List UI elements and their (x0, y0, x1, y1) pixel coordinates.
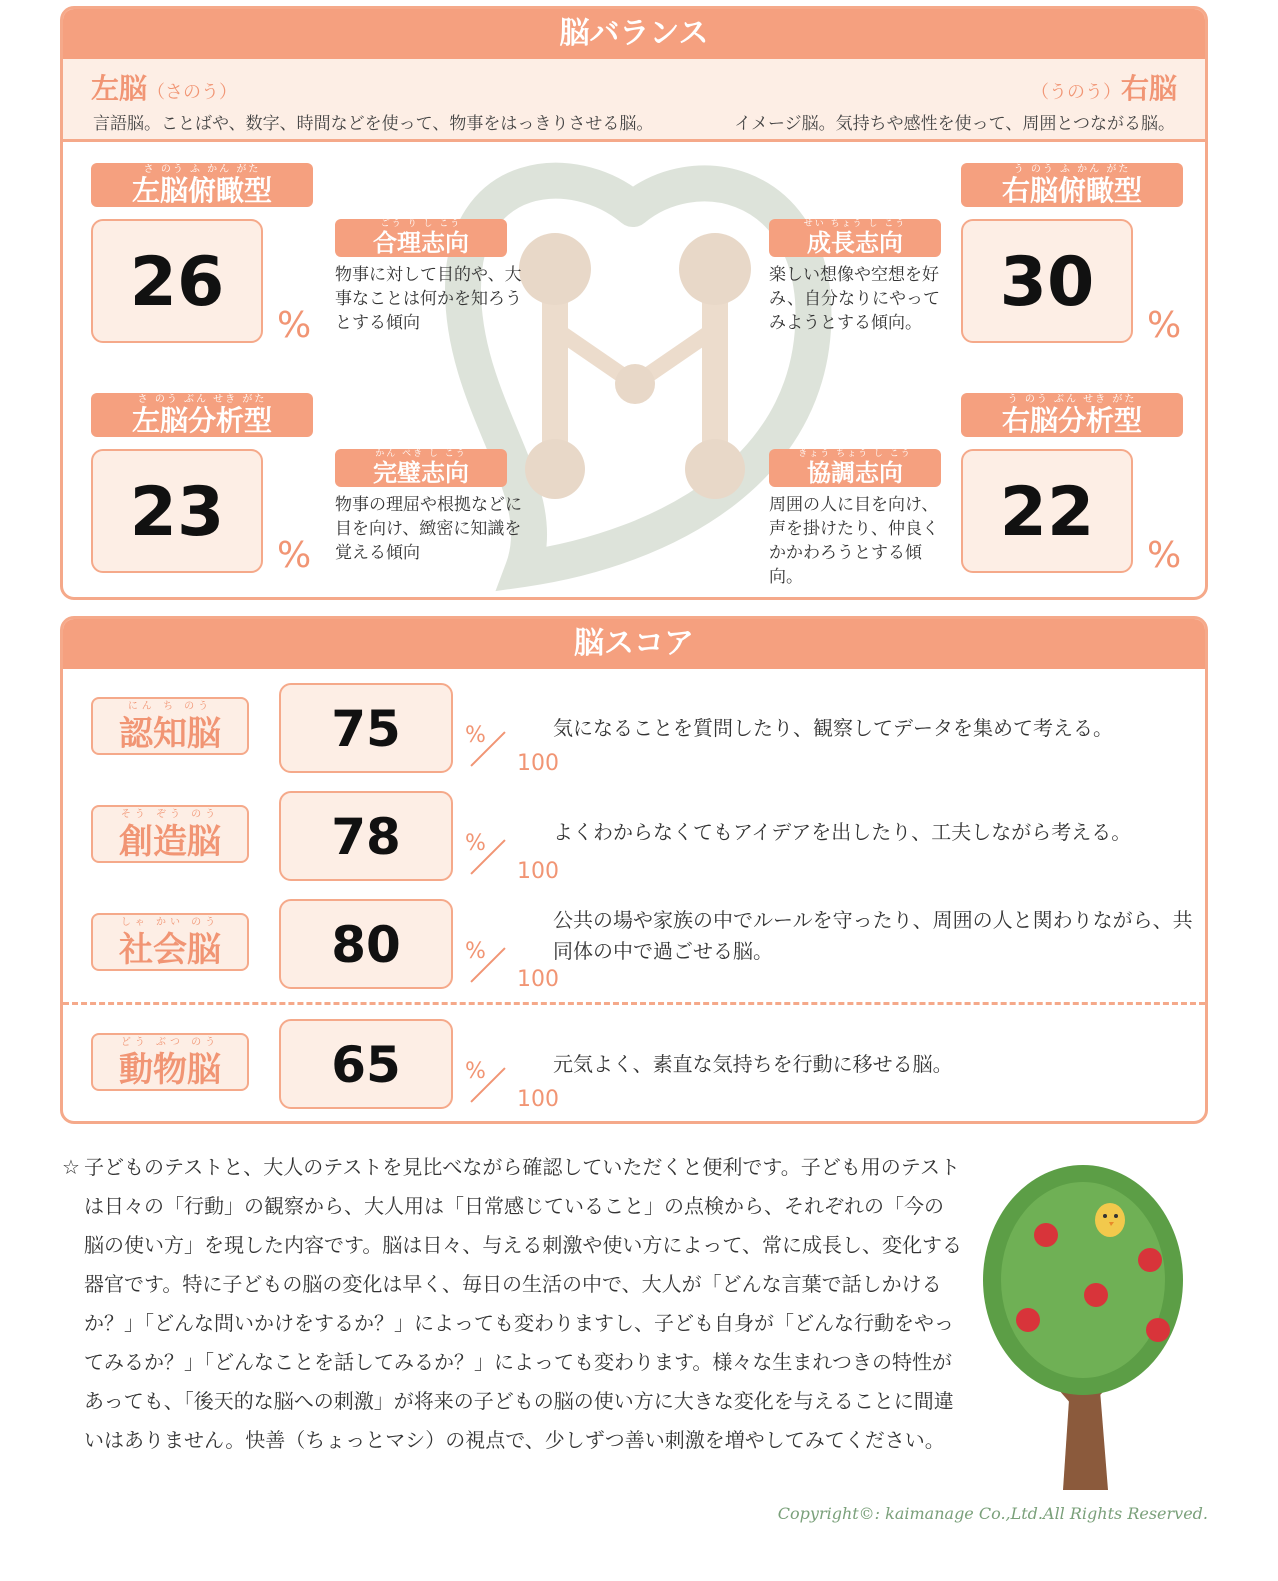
type-label: 左脳分析型 (131, 404, 272, 437)
type-tag-right-analysis (961, 393, 1183, 437)
type-value-left-overview: 26 (91, 219, 263, 343)
score-tag-creative (91, 805, 249, 863)
note-paragraph (62, 1148, 962, 1460)
orientation-desc-cooperation: 周囲の人に目を向け、声を掛けたり、仲良くかかわろうとする傾向。 (769, 495, 939, 587)
type-value-left-analysis: 23 (91, 449, 263, 573)
score-tag-social (91, 913, 249, 971)
brain-balance-panel (60, 6, 1208, 600)
unit-denominator: 100 (517, 1087, 559, 1112)
orientation-ruby: かん ぺき し こう (375, 449, 467, 459)
score-unit (465, 939, 559, 992)
orientation-tag-perfection (335, 449, 507, 487)
unit-pct: % (465, 831, 486, 856)
orientation-label: 合理志向 (373, 229, 469, 257)
divider-dashed (63, 1002, 1205, 1005)
left-brain-name: 左脳 (91, 72, 148, 105)
type-unit: % (1147, 305, 1182, 346)
brain-balance-header (63, 59, 1205, 142)
type-label: 左脳俯瞰型 (131, 174, 272, 207)
score-value-animal: 65 (279, 1019, 453, 1109)
type-ruby: さ のう ぶん せき がた (137, 394, 267, 405)
type-unit: % (1147, 535, 1182, 576)
apple-tree-illustration (978, 1160, 1188, 1490)
orientation-desc-rational: 物事に対して目的や、大事なことは何かを知ろうとする傾向 (335, 265, 522, 333)
orientation-desc-perfection: 物事の理屈や根拠などに目を向け、緻密に知識を覚える傾向 (335, 495, 522, 563)
orientation-desc-growth: 楽しい想像や空想を好み、自分なりにやってみようとする傾向。 (769, 265, 941, 333)
left-brain-reading: （さのう） (147, 82, 238, 103)
type-ruby: さ のう ふ かん がた (143, 164, 261, 175)
type-ruby: う のう ぶん せき がた (1007, 394, 1137, 405)
type-tag-left-overview (91, 163, 313, 207)
score-desc-social: 公共の場や家族の中でルールを守ったり、周囲の人と関わりながら、共同体の中で過ごせる脳。 (553, 908, 1193, 963)
score-ruby: そう ぞう のう (120, 809, 220, 820)
type-value-right-analysis: 22 (961, 449, 1133, 573)
unit-denominator: 100 (517, 751, 559, 776)
orientation-tag-growth (769, 219, 941, 257)
score-ruby: しゃ かい のう (120, 917, 220, 928)
type-ruby: う のう ふ かん がた (1013, 164, 1131, 175)
brain-score-title: 脳スコア (63, 619, 1205, 669)
orientation-ruby: せい ちょう し こう (803, 219, 907, 229)
unit-pct: % (465, 1059, 486, 1084)
orientation-ruby: きょう ちょう し こう (798, 449, 912, 459)
unit-pct: % (465, 939, 486, 964)
orientation-tag-cooperation (769, 449, 941, 487)
orientation-label: 成長志向 (807, 229, 903, 257)
score-desc-cognitive: 気になることを質問したり、観察してデータを集めて考える。 (553, 716, 1113, 740)
type-unit: % (277, 535, 312, 576)
orientation-label: 協調志向 (807, 459, 903, 487)
score-ruby: にん ち のう (127, 701, 213, 712)
score-value-cognitive: 75 (279, 683, 453, 773)
score-label: 動物脳 (119, 1050, 221, 1090)
score-tag-animal (91, 1033, 249, 1091)
type-tag-left-analysis (91, 393, 313, 437)
unit-denominator: 100 (517, 967, 559, 992)
unit-denominator: 100 (517, 859, 559, 884)
right-brain-desc: イメージ脳。気持ちや感性を使って、周囲とつながる脳。 (734, 114, 1175, 134)
star-icon: ☆ (62, 1155, 80, 1179)
score-desc-animal: 元気よく、素直な気持ちを行動に移せる脳。 (553, 1052, 953, 1076)
score-desc-creative: よくわからなくてもアイデアを出したり、工夫しながら考える。 (553, 820, 1132, 844)
brain-balance-title: 脳バランス (63, 9, 1205, 59)
score-label: 認知脳 (119, 714, 221, 754)
score-unit (465, 1059, 559, 1112)
type-tag-right-overview (961, 163, 1183, 207)
score-label: 社会脳 (119, 930, 221, 970)
left-brain-desc: 言語脳。ことばや、数字、時間などを使って、物事をはっきりさせる脳。 (93, 114, 654, 134)
orientation-label: 完璧志向 (373, 459, 469, 487)
type-label: 右脳俯瞰型 (1001, 174, 1142, 207)
score-value-social: 80 (279, 899, 453, 989)
copyright-text: Copyright©: kaimanage Co.,Ltd.All Rights Reserved. (777, 1504, 1208, 1523)
left-brain-heading (91, 67, 237, 107)
score-unit (465, 723, 559, 776)
score-tag-cognitive (91, 697, 249, 755)
orientation-ruby: ごう り し こう (380, 219, 462, 229)
orientation-tag-rational (335, 219, 507, 257)
score-value-creative: 78 (279, 791, 453, 881)
type-value-right-overview: 30 (961, 219, 1133, 343)
right-brain-name: 右脳 (1120, 72, 1177, 105)
note-text: 子どものテストと、大人のテストを見比べながら確認していただくと便利です。子ども用のテストは日々の「行動」の観察から、大人用は「日常感じていること」の点検から、それぞれの「今の脳の使い方」を現した内容です。脳は日々、与える刺激や使い方によって、常に成長し、変化する器官です。特に子どもの脳の変化は早く、毎日の生活の中で、大人が「どんな言葉で話しかけるか？」「どんな問いかけをするか？」によっても変わりますし、子ども自身が「どんな行動をやってみるか？」「どんなことを話してみるか？」によっても変わります。様々な生まれつきの特性があっても、「後天的な脳への刺激」が将来の子どもの脳の使い方に大きな変化を与えることに間違いはありません。快善（ちょっとマシ）の視点で、少しずつ善い刺激を増やしてみてください。 (84, 1155, 962, 1452)
score-label: 創造脳 (119, 822, 221, 862)
right-brain-reading: （うのう） (1030, 82, 1121, 103)
right-brain-heading (1031, 67, 1177, 107)
score-ruby: どう ぶつ のう (120, 1037, 220, 1048)
type-label: 右脳分析型 (1001, 404, 1142, 437)
type-unit: % (277, 305, 312, 346)
brain-score-panel (60, 616, 1208, 1124)
unit-pct: % (465, 723, 486, 748)
score-unit (465, 831, 559, 884)
